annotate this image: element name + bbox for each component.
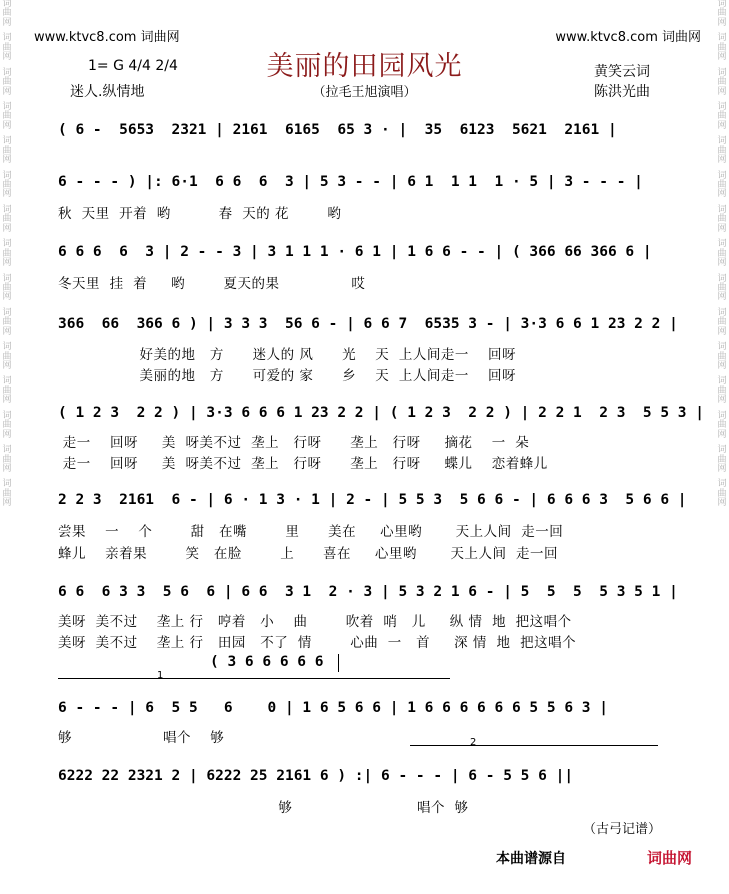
side-watermark-text: 词曲网 xyxy=(717,0,727,28)
side-watermark-text: 词曲网 xyxy=(2,136,12,166)
volta-2-label: 2 xyxy=(470,737,477,748)
notation-row-7: 6 6 6 3 3 5 6 6 | 6 6 3 1 2 · 3 | 5 3 2 1 6 - | 5 5 5 5 3 5 1 | xyxy=(58,584,678,600)
barline xyxy=(338,654,339,672)
side-watermark-text: 词曲网 xyxy=(2,445,12,474)
side-watermark-text: 词曲网 xyxy=(717,239,727,269)
side-watermark-right xyxy=(715,0,729,894)
lyric-line: 美呀 美不过 垄上 行 田园 不了 情 心曲 一 首 深 情 地 把这唱个 xyxy=(58,635,577,651)
notation-row-6: 2 2 3 2161 6 - | 6 · 1 3 · 1 | 2 - | 5 5 3 5 6 6 - | 6 6 6 3 5 6 6 | xyxy=(58,492,687,508)
notation-row-5: ( 1 2 3 2 2 ) | 3·3 6 6 6 1 23 2 2 | ( 1 2 3 2 2 ) | 2 2 1 2 3 5 5 3 | xyxy=(58,405,705,421)
lyric-line: 美呀 美不过 垄上 行 哼着 小 曲 吹着 哨 儿 纵 情 地 把这唱个 xyxy=(58,614,572,630)
lyric-line: 美丽的地 方 可爱的 家 乡 天 上人间走一 回呀 xyxy=(58,368,517,384)
side-watermark-text: 词曲网 xyxy=(2,101,12,131)
side-watermark-text: 词曲网 xyxy=(717,33,727,63)
side-watermark-text: 词曲网 xyxy=(2,479,12,509)
lyric-line: 走一 回呀 美 呀美不过 垄上 行呀 垄上 行呀 蝶儿 恋着蜂儿 xyxy=(58,456,548,472)
composer: 陈洪光曲 xyxy=(594,84,650,100)
side-watermark-text: 词曲网 xyxy=(2,376,12,406)
side-watermark-text: 词曲网 xyxy=(717,204,727,234)
source-label: 本曲谱源自 xyxy=(496,851,566,867)
key-signature: 1= G 4/4 2/4 xyxy=(88,58,178,74)
notation-row-1: ( 6 - 5653 2321 | 2161 6165 65 3 · | 35 6123 5621 2161 | xyxy=(58,122,617,138)
notation-row-3: 6 6 6 6 3 | 2 - - 3 | 3 1 1 1 · 6 1 | 1 6 6 - - | ( 366 66 366 6 | xyxy=(58,244,652,260)
notation-row-9: 6222 22 2321 2 | 6222 25 2161 6 ) :| 6 - - - | 6 - 5 5 6 || xyxy=(58,768,574,784)
side-watermark-text: 词曲网 xyxy=(2,204,12,234)
lyric-line: 秋 天里 开着 哟 春 天的 花 哟 xyxy=(58,206,342,222)
side-watermark-text: 词曲网 xyxy=(717,376,727,406)
lyricist: 黄笑云词 xyxy=(594,64,650,80)
side-watermark-text: 词曲网 xyxy=(717,67,727,97)
extra-bar: ( 3 6 6 6 6 6 xyxy=(210,654,324,670)
side-watermark-text: 词曲网 xyxy=(717,342,727,371)
side-watermark-text: 词曲网 xyxy=(717,410,727,440)
notation-credit: （古弓记谱） xyxy=(583,822,662,837)
lyric-line: 蜂儿 亲着果 笑 在脸 上 喜在 心里哟 天上人间 走一回 xyxy=(58,546,559,562)
volta-bracket-2 xyxy=(410,745,658,746)
side-watermark-text: 词曲网 xyxy=(717,136,727,166)
side-watermark-text: 词曲网 xyxy=(2,239,12,269)
side-watermark-text: 词曲网 xyxy=(2,67,12,97)
lyric-line: 够 唱个 够 xyxy=(58,800,469,816)
tempo-marking: 迷人.纵情地 xyxy=(70,84,145,100)
side-watermark-text: 词曲网 xyxy=(717,273,727,303)
notation-row-8: 6 - - - | 6 5 5 6 0 | 1 6 5 6 6 | 1 6 6 6 6 6 6 5 5 6 3 | xyxy=(58,700,608,716)
side-watermark-text: 词曲网 xyxy=(2,33,12,63)
brand-logo[interactable]: 词曲网 xyxy=(647,849,693,867)
lyric-line: 尝果 一 个 甜 在嘴 里 美在 心里哟 天上人间 走一回 xyxy=(58,524,564,540)
side-watermark-text: 词曲网 xyxy=(717,101,727,131)
lyric-line: 冬天里 挂 着 哟 夏天的果 哎 xyxy=(58,276,366,292)
side-watermark-text: 词曲网 xyxy=(717,307,727,337)
side-watermark-text: 词曲网 xyxy=(2,273,12,303)
side-watermark-text: 词曲网 xyxy=(717,479,727,509)
side-watermark-text: 词曲网 xyxy=(717,445,727,474)
performer: （拉毛王旭演唱） xyxy=(312,85,417,100)
notation-row-4: 366 66 366 6 ) | 3 3 3 56 6 - | 6 6 7 6535 3 - | 3·3 6 6 1 23 2 2 | xyxy=(58,316,678,332)
volta-bracket-1 xyxy=(58,678,450,679)
lyric-line: 好美的地 方 迷人的 风 光 天 上人间走一 回呀 xyxy=(58,347,517,363)
volta-1-label: 1 xyxy=(157,670,164,681)
side-watermark-text: 词曲网 xyxy=(2,0,12,28)
side-watermark-text: 词曲网 xyxy=(2,410,12,440)
side-watermark-text: 词曲网 xyxy=(2,170,12,200)
side-watermark-text: 词曲网 xyxy=(2,342,12,371)
side-watermark-text: 词曲网 xyxy=(2,307,12,337)
notation-row-2: 6 - - - ) |: 6·1 6 6 6 3 | 5 3 - - | 6 1 1 1 1 · 5 | 3 - - - | xyxy=(58,174,643,190)
song-title: 美丽的田园风光 xyxy=(266,51,463,82)
lyric-line: 够 唱个 够 xyxy=(58,730,225,746)
watermark-left: www.ktvc8.com 词曲网 xyxy=(34,30,180,45)
side-watermark-text: 词曲网 xyxy=(717,170,727,200)
watermark-right: www.ktvc8.com 词曲网 xyxy=(555,30,701,45)
side-watermark-left xyxy=(0,0,14,894)
lyric-line: 走一 回呀 美 呀美不过 垄上 行呀 垄上 行呀 摘花 一 朵 xyxy=(58,435,530,451)
